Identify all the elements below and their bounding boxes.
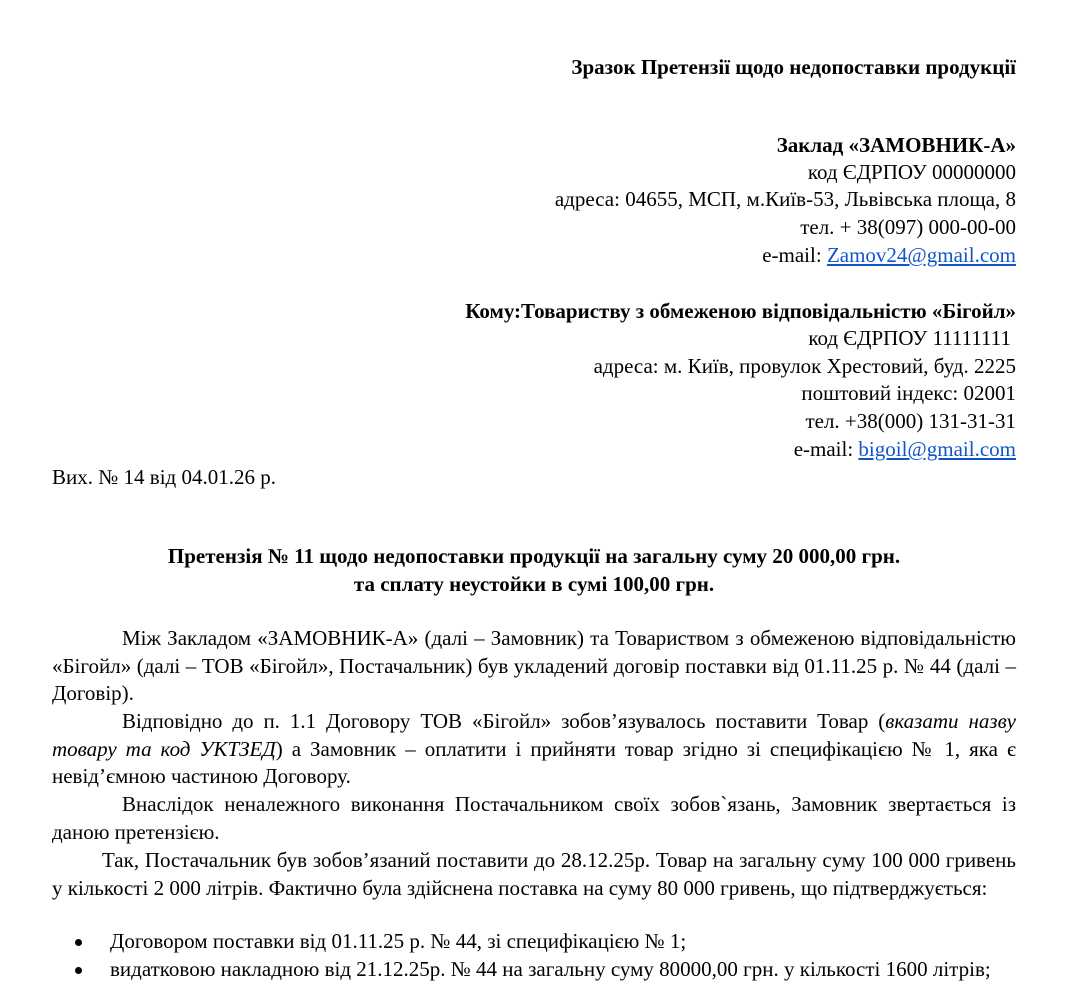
paragraph-contract: Між Закладом «ЗАМОВНИК-А» (далі – Замовник) та Товариством з обмеженою відповідальністю «Бігойл» (далі – ТОВ «Бігойл», Постачальник) був укладений договір поставки від 01.11.25 р. № 44 (далі – Договір). <box>52 626 1016 706</box>
claim-title-line-2: та сплату неустойки в сумі 100,00 грн. <box>353 572 715 596</box>
recipient-address: адреса: м. Київ, провулок Хрестовий, буд. 2225 <box>593 354 1016 378</box>
recipient-email-link[interactable]: bigoil@gmail.com <box>858 437 1016 461</box>
paragraph-obligation-placeholder: вказати назву товару та код УКТЗЕД <box>52 709 1017 761</box>
sender-phone: тел. + 38(097) 000-00-00 <box>800 215 1016 239</box>
sender-email-line <box>762 242 1016 269</box>
sender-address: адреса: 04655, МСП, м.Київ-53, Львівська площа, 8 <box>554 187 1016 211</box>
bullet-icon <box>75 967 82 974</box>
document-title: Зразок Претензії щодо недопоставки продукції <box>571 55 1016 79</box>
sender-code: код ЄДРПОУ 00000000 <box>807 160 1016 184</box>
claim-title-line-1: Претензія № 11 щодо недопоставки продукції на загальну суму 20 000,00 грн. <box>167 544 901 568</box>
recipient-email-line <box>794 436 1016 463</box>
list-item-text: видатковою накладною від 21.12.25р. № 44 на загальну суму 80000,00 грн. у кількості 1600 літрів; <box>110 956 991 981</box>
paragraph-breach: Внаслідок неналежного виконання Постачальником своїх зобов`язань, Замовник звертається із даною претензією. <box>52 792 1016 844</box>
sender-name: Заклад «ЗАМОВНИК-А» <box>776 133 1016 157</box>
list-item <box>52 928 1016 956</box>
recipient-email-label: e-mail: <box>793 437 859 461</box>
paragraph-delivery: Так, Постачальник був зобов’язаний поставити до 28.12.25р. Товар на загальну суму 100 000 гривень у кількості 2 000 літрів. Фактично була здійснена поставка на суму 80 000 гривень, що підтверджується: <box>52 848 1016 900</box>
paragraph-obligation-part-1: Відповідно до п. 1.1 Договору ТОВ «Бігойл» зобов’язувалось поставити Товар ( <box>122 709 886 733</box>
outgoing-reference: Вих. № 14 від 04.01.26 р. <box>52 465 276 489</box>
recipient-code: код ЄДРПОУ 11111111 <box>808 326 1011 350</box>
sender-email-label: e-mail: <box>762 243 827 267</box>
paragraph-obligation-part-2: ) а Замовник – оплатити і прийняти товар згідно зі специфікацією № 1, яка є невід’ємною частиною Договору. <box>52 736 1016 789</box>
bullet-icon <box>75 939 82 946</box>
recipient-postal: поштовий індекс: 02001 <box>801 381 1016 405</box>
recipient-name: Кому:Товариству з обмеженою відповідальністю «Бігойл» <box>465 299 1016 323</box>
list-item-text: Договором поставки від 01.11.25 р. № 44, зі специфікацією № 1; <box>110 929 687 953</box>
paragraph-obligation <box>52 708 1016 791</box>
sender-email-link[interactable]: Zamov24@gmail.com <box>826 243 1016 267</box>
evidence-list <box>52 928 1016 983</box>
list-item <box>52 956 1016 984</box>
recipient-phone: тел. +38(000) 131-31-31 <box>805 409 1016 433</box>
